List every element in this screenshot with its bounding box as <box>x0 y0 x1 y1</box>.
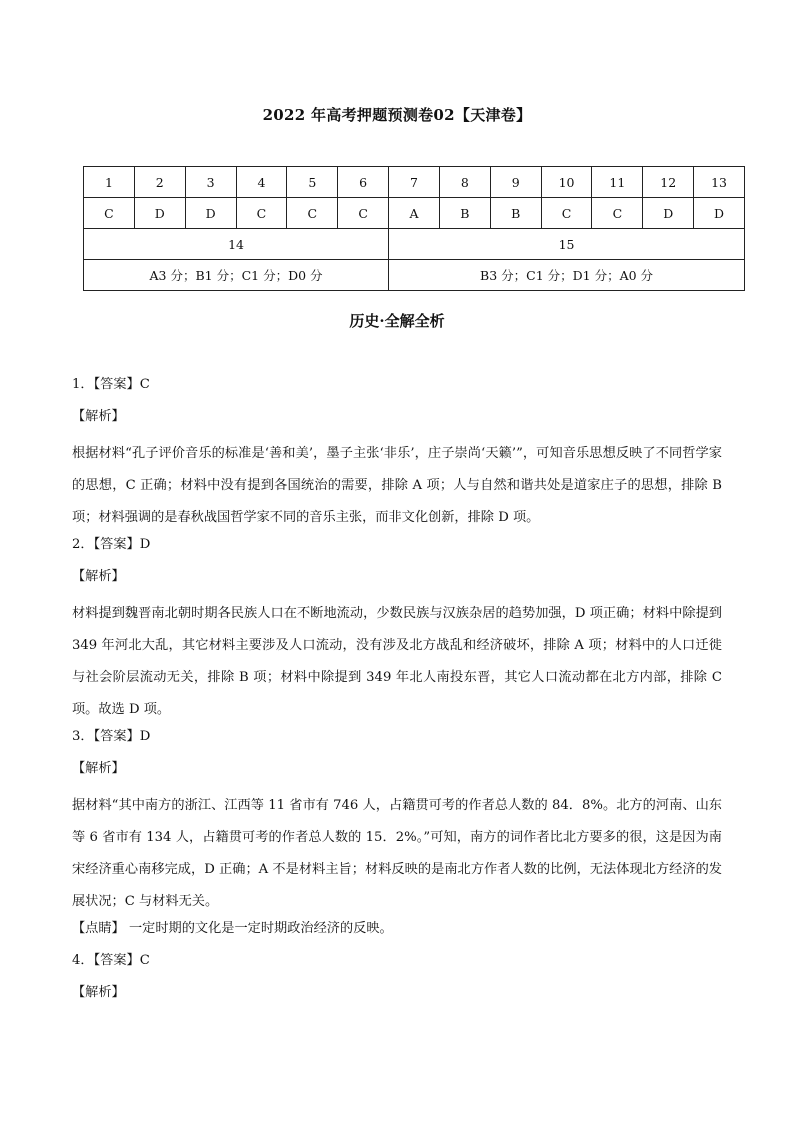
answer-cell: D <box>694 198 745 229</box>
q3-analysis: 据材料“其中南方的浙江、江西等 11 省市有 746 人，占籍贯可考的作者总人数的 84．8%。北方的河南、山东等 6 省市有 134 人，占籍贯可考的作者总人数的 15．2%。”可知，南方的词作者比北方要多的很，这是因为南宋经济重心南移完成，D 正确；A 不是材料主旨；材料反映的是南北方作者人数的比例，无法体现北方经济的发展状况；C 与材料无关。 <box>72 798 722 909</box>
q3-note: 【点睛】 一定时期的文化是一定时期政治经济的反映。 <box>72 921 393 936</box>
question-number-row <box>84 167 745 198</box>
q2-analysis-label: 【解析】 <box>72 569 125 584</box>
answer-cell: C <box>84 198 135 229</box>
q1-answer: 1．【答案】C <box>72 377 150 392</box>
answer-cell: D <box>134 198 185 229</box>
question-number-cell: 12 <box>643 167 694 198</box>
q2-answer: 2．【答案】D <box>72 537 151 552</box>
answer-cell: C <box>541 198 592 229</box>
question-number-cell: 7 <box>389 167 440 198</box>
q2-analysis: 材料提到魏晋南北朝时期各民族人口在不断地流动，少数民族与汉族杂居的趋势加强，D 项正确；材料中除提到 349 年河北大乱，其它材料主要涉及人口流动，没有涉及北方战乱和经济破坏，排除 A 项；材料中的人口迁徙与社会阶层流动无关，排除 B 项；材料中除提到 349 年北人南投东晋，其它人口流动都在北方内部，排除 C 项。故选 D 项。 <box>72 606 722 717</box>
question-number-cell: 13 <box>694 167 745 198</box>
answer-row <box>84 198 745 229</box>
question-15-scoring: B3 分；C1 分；D1 分；A0 分 <box>389 260 745 291</box>
q1-analysis-label: 【解析】 <box>72 409 125 424</box>
question-number-cell: 5 <box>287 167 338 198</box>
answer-cell: C <box>287 198 338 229</box>
answer-key-table <box>83 166 745 291</box>
q4-answer: 4．【答案】C <box>72 953 150 968</box>
q3-answer: 3．【答案】D <box>72 729 151 744</box>
section-subtitle: 历史·全解全析 <box>349 312 445 330</box>
question-number-cell: 3 <box>185 167 236 198</box>
question-14-scoring: A3 分；B1 分；C1 分；D0 分 <box>84 260 389 291</box>
question-number-cell: 10 <box>541 167 592 198</box>
question-number-cell: 4 <box>236 167 287 198</box>
answer-cell: C <box>592 198 643 229</box>
question-number-cell: 8 <box>439 167 490 198</box>
answer-cell: D <box>185 198 236 229</box>
analysis-content <box>72 374 722 1014</box>
question-number-cell: 1 <box>84 167 135 198</box>
answer-cell: C <box>236 198 287 229</box>
answer-cell: C <box>338 198 389 229</box>
question-number-cell: 11 <box>592 167 643 198</box>
answer-cell: B <box>490 198 541 229</box>
question-15-label: 15 <box>389 229 745 260</box>
page-title: 2022 年高考押题预测卷02【天津卷】 <box>262 106 532 124</box>
answer-cell: D <box>643 198 694 229</box>
question-number-cell: 2 <box>134 167 185 198</box>
subjective-number-row <box>84 229 745 260</box>
q3-analysis-label: 【解析】 <box>72 761 125 776</box>
subjective-scoring-row <box>84 260 745 291</box>
question-number-cell: 9 <box>490 167 541 198</box>
question-number-cell: 6 <box>338 167 389 198</box>
q4-analysis-label: 【解析】 <box>72 985 125 1000</box>
answer-cell: A <box>389 198 440 229</box>
answer-cell: B <box>439 198 490 229</box>
q1-analysis: 根据材料“孔子评价音乐的标准是‘善和美’，墨子主张‘非乐’，庄子崇尚‘天籁’”，可知音乐思想反映了不同哲学家的思想，C 正确；材料中没有提到各国统治的需要，排除 A 项；人与自然和谐共处是道家庄子的思想，排除 B 项；材料强调的是春秋战国哲学家不同的音乐主张，而非文化创新，排除 D 项。 <box>72 446 722 525</box>
question-14-label: 14 <box>84 229 389 260</box>
